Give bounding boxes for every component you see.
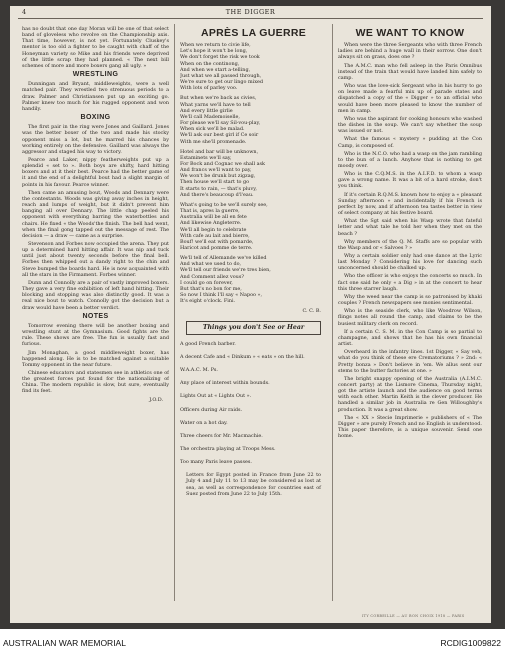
list-item: Three cheers for Mr. Macmachie. bbox=[180, 432, 263, 439]
poem-line: So now I think I'll say « Napoo », bbox=[180, 292, 263, 299]
archive-caption-bar bbox=[0, 629, 505, 654]
poem-line: What yarns we'll have to tell bbox=[180, 101, 251, 108]
poem-line: Hotel and bar will be unknown, bbox=[180, 148, 259, 155]
poem-line: That is, apres la guerre, bbox=[180, 208, 240, 215]
poem-line: We'll ask our best girl if Ce soir bbox=[180, 132, 259, 139]
poem-stanza bbox=[180, 95, 327, 144]
poem-stanza bbox=[180, 202, 327, 251]
list-item: Too many Paris leave passes. bbox=[180, 459, 252, 466]
paragraph: If it's certain R.Q.M.S. known how to enjoy a « pleasant Sunday afternoon » and incidentally if his French is perfect by now, and if afternoon tea tastes better in view of select company at his festive board. bbox=[338, 191, 482, 217]
paragraph: Who was the aspirant for cooking honours who washed the dishes in the soup. We can't say whether the soup was issued or not. bbox=[338, 115, 482, 135]
paragraph: The « XX » Stecie Imprimerie » publishers of « The Digger » are purely French and no English is understood. This paper therefore, is a unique souvenir. Send one home. bbox=[338, 414, 482, 440]
boxing-heading: BOXING bbox=[80, 114, 111, 122]
poem-line: For please we'll say Sil-vou-play, bbox=[180, 120, 261, 127]
poem-signature: C. C. B. bbox=[302, 308, 321, 315]
poem-line: For Bock and Cognac we shall ask bbox=[180, 160, 265, 167]
things-heading-box: Things you don't See or Hear bbox=[186, 321, 321, 335]
paragraph: Who is the C.Q.M.S. in the A.I.F.D. to whom a wasp gave a wrong name. It was a bit of a hard stroke, don't you think. bbox=[338, 171, 482, 190]
poem-body bbox=[180, 42, 327, 304]
page-header bbox=[10, 6, 491, 18]
list-item: A good French barber. bbox=[180, 340, 236, 347]
list-item: Lights Out at « Lights Out ». bbox=[180, 393, 252, 400]
wrestling-text bbox=[22, 81, 169, 112]
boxing-text bbox=[22, 124, 169, 311]
poem-line: We don't forget the risk we took bbox=[180, 54, 260, 61]
list-item: Water on a hot day. bbox=[180, 419, 228, 426]
poem-line: With cafe au lait and bierre, bbox=[180, 232, 250, 239]
paragraph: Overheard in the infantry lines. 1st Digger, « Say veh, what do you think of these ere Crematoriums ? » 2nd: « Pretty bonza » Don't believe in 'em. We allus sent our stems to the butter factories at one. » bbox=[338, 349, 482, 374]
poem-line: We're sure to get our lingo mixed bbox=[180, 79, 263, 86]
paragraph: What the Sgt said when his Wasp wrote that fateful letter and what tale he told her when they met on the beach ? bbox=[338, 218, 482, 237]
paragraph: Then came an amusing bout, Woods and Dennary were the contestants. Woods was giving away inches in height, reach and lumps of weight, but it didn't prevent him banging all over Dennary. The little chap peeled his opponent with everything barring the waterbottles and chairs. He fixed « the Woods'the finish. The bell had went, when the final gong tapped out the message of rest. The decision — a draw — came as a surprise. bbox=[22, 189, 169, 239]
paragraph: When were the three Sergeants who with three French ladies are behind a huge wall in their sorrow. One don't always sit on grass, does one ? bbox=[338, 42, 482, 61]
poem-line: Haricot and pomme de terre. bbox=[180, 245, 253, 251]
poem-line: And when we start a-telling, bbox=[180, 66, 251, 73]
list-item: A decent Cafe and « Dinkum » « eats » on the hill. bbox=[180, 353, 305, 360]
poem-line: But when we're back as civies, bbox=[180, 95, 257, 102]
paragraph: Why a certain soldier only had one dance at the Lyric last Monday ? Considering his love for dancing such unconcerned should be chalked up. bbox=[338, 253, 482, 272]
paragraph: Dunningan and Bryant, middleweights, were a well matched pair. They wrestled two strenuous periods to a draw. Palmer and Christiansen put up an exciting go. Palmer knew too much for his rugged opponent and won handily. bbox=[22, 81, 169, 112]
archive-id: RCDIG1009822 bbox=[440, 638, 501, 648]
paragraph: Why members of the Q. M. Staffs are so popular with the Wasp and or « Salvoes ? » bbox=[338, 238, 482, 251]
publication-title: THE DIGGER bbox=[225, 8, 276, 16]
paragraph: The bright snappy opening of the Australia (A.I.M.C. concert party) at the Lismore Cinema, Thursday night, got the artiste launch and the audience on good terms with each other. Martin Keith is the clever producer. He handled a similar job in Australia re Gen Willoughby's production. It was a great show. bbox=[338, 375, 482, 413]
poem-line: With me she'll promenade. bbox=[180, 138, 247, 145]
printer-imprint: ITY CORBEILLE — AU BON CHOIX 1918 — PARIS bbox=[362, 614, 465, 618]
poem-stanza bbox=[180, 42, 327, 91]
paragraph: Who is the N.C.O. who had a wasp on the jam rambling to the bun of a lunch. Anyhow that is nothing to get moody over. bbox=[338, 150, 482, 169]
things-list bbox=[180, 341, 327, 466]
paragraph: Why the weed near the camp is so patronised by khaki couples ? French newspapers see monies sentimental. bbox=[338, 293, 482, 307]
newspaper-page bbox=[10, 6, 491, 623]
poem-line: We'll tell of Allemande we've killed bbox=[180, 255, 267, 262]
poem-line: But that's no bon for me, bbox=[180, 285, 242, 292]
letters-notice: Letters for Egypt posted in France from June 22 to July 4 and July 11 to 13 may be considered as lost at sea, as well as correspondence for countries east of Suez posted from June 22 to July 15th. bbox=[186, 472, 321, 497]
paragraph: Chinese educators and statesmen see in athletics one of the greatest forces put found for the nationalizing of China. The modern republic is slow, but sure, eventually find its feet. bbox=[22, 369, 169, 395]
poem-line: We'll tell our friends we're tres bien, bbox=[180, 267, 271, 274]
paragraph: If a certain C. S. M. in the Con Camp is so partial to champagne, and shows that he has his own financial artist. bbox=[338, 328, 482, 348]
header-rule bbox=[18, 18, 483, 19]
column-divider-2 bbox=[332, 24, 333, 601]
poem-line: What's going to be we'll surely see, bbox=[180, 201, 268, 208]
poem-line: We'll call Mademoiselle, bbox=[180, 113, 240, 120]
paragraph: Who is the seaside clerk, who like Woodrow Wilson, flings notes all round the camp, and claims to be the busiest military clerk on record. bbox=[338, 308, 482, 327]
poem-line: It's eight o'clock. Fini. bbox=[180, 298, 236, 305]
paragraph: Stevenson and Forbes now occupied the arena. They put up a determined hard hitting affair. It was nip and tuck until just about twenty seconds before the final bell. Forbes then whipped out a dandy right to the chin and Steve bumped the boards hard. He is now acquainted with all the stars in the Firmament. Forbes winner. bbox=[22, 241, 169, 278]
wwtk-title: WE WANT TO KNOW bbox=[355, 27, 465, 39]
paragraph: Who the officer is who enjoys the concerts so much. In fact one said he only « a Dig » in at the concert to hear this three starrer laugh. bbox=[338, 273, 482, 292]
paragraph: Pearce and Laker, nippy featherweights put up a splendid « set to ». Both boys are shifty, hard hitting boxers and at it their best. Pearce had the better game of it and the end of a delightful bout had a slight margin of points in his favour. Pearce winner. bbox=[22, 156, 169, 188]
poem-title: APRÈS LA GUERRE bbox=[200, 27, 307, 39]
list-item: Officers during Air raids. bbox=[180, 406, 243, 413]
paragraph: Who was the love-sick Sergeant who in his hurry to go on leave made a fearful mix up of parade states and dispatched a copy of the « Digger » to an official who would have been more pleased to know the number of men in camp. bbox=[338, 83, 482, 114]
poem-line: Australia will be all en fete bbox=[180, 214, 247, 221]
poem-stanza bbox=[180, 149, 327, 198]
list-item: The orchestra playing at Troops Mess. bbox=[180, 445, 276, 452]
intro-text bbox=[22, 26, 169, 69]
notes-text bbox=[22, 323, 169, 395]
paragraph: Tomorrow evening there will be another boxing and wrestling stunt at the Gymnasium. Good fights are the rule. These shows are free. The fun is usually fast and furious. bbox=[22, 322, 169, 348]
poem-line: I could go on forever, bbox=[180, 279, 233, 286]
archive-name: AUSTRALIAN WAR MEMORIAL bbox=[3, 638, 126, 648]
list-item: W.A.A.C. M. Ps. bbox=[180, 367, 218, 374]
poem-line: Just what we all passed through, bbox=[180, 72, 262, 79]
poem-line: And there's beaucoup d'l'eau. bbox=[180, 191, 254, 198]
poem-line: It starts to rain, — that's pluvy, bbox=[180, 185, 257, 192]
poem-line: And every little girlie bbox=[180, 107, 233, 114]
poem-line: And francs we'll want to pay, bbox=[180, 167, 252, 174]
list-item: Any place of interest within bounds. bbox=[180, 380, 270, 387]
paragraph: has no doubt that one day Moran will be one of that select band of gloveless who revolve on the Championship axis. That time, however, is not yet. Fortunately Cluskey's mentor is too old a fighter to be caught with chaff of the Honeyman variety so Mike and his friends were deprived of the little scrap they had planned. « The next bill schemes of more and more boxers gang all ugly. » bbox=[22, 26, 169, 69]
poem-stanza bbox=[180, 255, 327, 304]
poem-line: When on the continong, bbox=[180, 60, 240, 67]
poem-line: Let's hope it won't be long, bbox=[180, 48, 248, 55]
paragraph: The A.M.C. man who fell asleep in the Paris Omnibus instead of the train that would have landed him safely to camp. bbox=[338, 62, 482, 81]
poem-line: We won't be drunk but zigzag, bbox=[180, 173, 256, 180]
page-number: 4 bbox=[22, 8, 27, 16]
poem-line: And what we used to do, bbox=[180, 261, 242, 268]
column-poem bbox=[180, 26, 327, 611]
poem-line: And likewise Angleterre. bbox=[180, 220, 242, 227]
notes-heading: NOTES bbox=[82, 312, 109, 320]
poem-line: When we return to civie life, bbox=[180, 42, 251, 49]
author-signature: J.O.D. bbox=[149, 396, 163, 403]
poem-line: When sick we'll be malad. bbox=[180, 126, 245, 133]
poem-line: Then house we'll start to go bbox=[180, 179, 250, 186]
wwtk-body bbox=[338, 42, 482, 439]
paragraph: Jim Monaghan, a good middleweight boxer, has happened along. He is to be matched against a suitable Tommy opponent in the near future. bbox=[22, 349, 169, 368]
paragraph: The first pair in the ring were Jones and Gaillard. Jones was the better boxer of the two and made his stocky opponent miss a lot, but he marred his chances by working entirely on the defensive. Gaillard was always the aggressor and staged his way to victory. bbox=[22, 124, 169, 155]
column-we-want-to-know bbox=[338, 26, 482, 611]
paragraph: Dunn and Connolly are a pair of vastly improved boxers. They gave a very fine exhibition of left hand hitting. Their blocking and stopping was also distinctly good. It was a real nice bout to watch. Connolly got the decision but a draw would have been a better verdict. bbox=[22, 279, 169, 311]
poem-line: With lots of parley voo. bbox=[180, 85, 238, 92]
poem-line: Bouf! we'll eat with pomarde, bbox=[180, 238, 254, 245]
poem-line: And Comment allez vous? bbox=[180, 273, 244, 280]
paragraph: What the famous « mystery » pudding at the Con Camp, is composed of. bbox=[338, 136, 482, 149]
poem-line: We'll all begin to celebrate bbox=[180, 226, 247, 233]
column-divider-1 bbox=[174, 24, 175, 601]
wrestling-heading: WRESTLING bbox=[72, 71, 119, 79]
poem-line: Estaminets we'll say, bbox=[180, 154, 232, 161]
column-sport bbox=[22, 26, 169, 611]
